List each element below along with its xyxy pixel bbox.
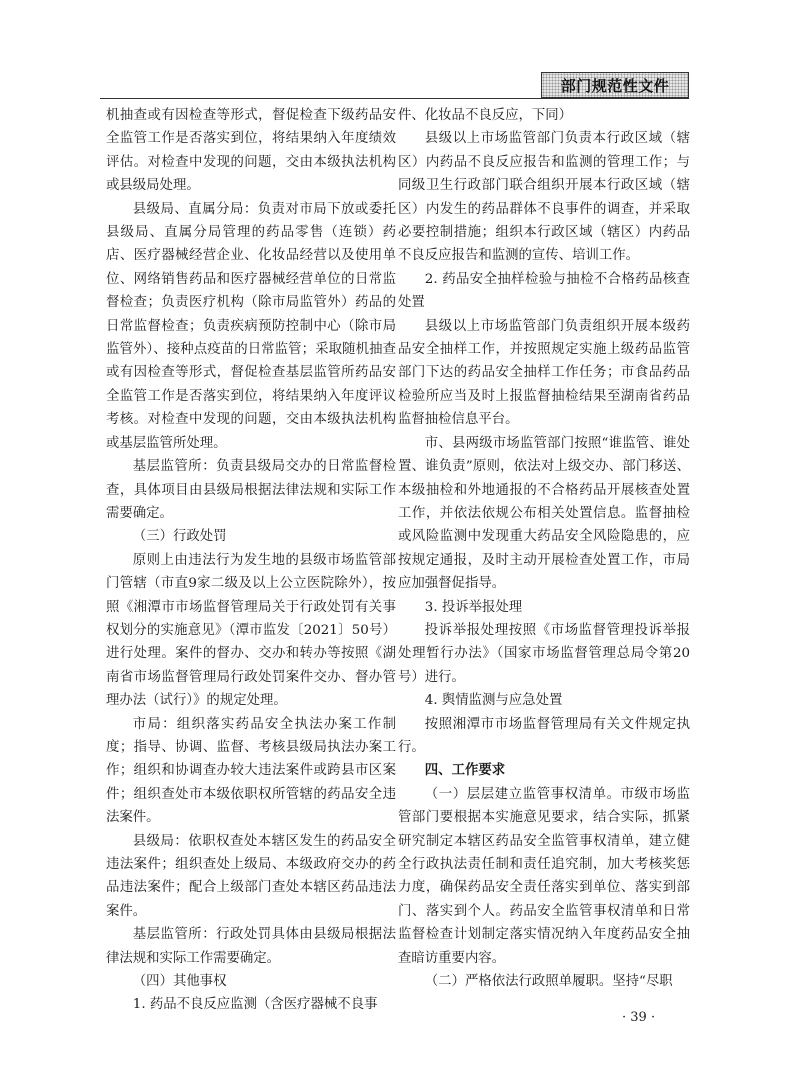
- paragraph: 基层监管所：负责县级局交办的日常监督检查，具体项目由县级局根据法律法规和实际工作需要确定。: [106, 459, 396, 521]
- paragraph: 1. 药品不良反应监测（含医疗器械不良事: [132, 997, 378, 1013]
- paragraph: （二）严格依法行政照单履职。坚持“尽职: [424, 974, 673, 990]
- paragraph: 机抽查或有因检查等形式，督促检查下级药品安全监管工作是否落实到位，将结果纳入年度绩效评估。对检查中发现的问题，交由本级执法机构或县级局处理。: [106, 108, 396, 194]
- paragraph: 3. 投诉举报处理: [424, 599, 523, 615]
- paragraph: 县级局、直属分局：负责对市局下放或委托县级局、直属分局管理的药品零售（连锁）药店、医疗器械经营企业、化妆品经营以及使用单位、网络销售药品和医疗器械经营单位的日常监督检查；负责医疗机构（除市局监管外）药品的日常监督检查；负责疾病预防控制中心（除市局监管外）、接种点疫苗的日常监管；采取随机抽查或有因检查等形式，督促检查基层监管所药品安全监管工作是否落实到位，将结果纳入年度评议考核。对检查中发现的问题，交由本级执法机构或基层监管所处理。: [106, 201, 396, 451]
- paragraph: 按照湘潭市市场监督管理局有关文件规定执行。: [398, 716, 690, 755]
- header-rule: [100, 98, 689, 99]
- paragraph: 市局：组织落实药品安全执法办案工作制度；指导、协调、监督、考核县级局执法办案工作；组织和协调查办较大违法案件或跨县市区案件；组织查处市本级依职权所管辖的药品安全违法案件。: [106, 716, 396, 826]
- paragraph: 原则上由违法行为发生地的县级市场监管部门管辖（市直9家二级及以上公立医院除外），按照《湘潭市市场监督管理局关于行政处罚有关事权划分的实施意见》（潭市监发〔2021〕50号）进行处理。案件的督办、交办和转办等按照《湖南省市场监督管理局行政处罚案件交办、督办管理办法（试行）》的规定处理。: [106, 552, 396, 709]
- paragraph: 基层监管所：行政处罚具体由县级局根据法律法规和实际工作需要确定。: [106, 927, 396, 966]
- paragraph: 县级以上市场监管部门负责本行政区域（辖区）内药品不良反应报告和监测的管理工作；与同级卫生行政部门联合组织开展本行政区域（辖区）内发生的药品群体不良事件的调查，并采取必要控制措施；组织本行政区域（辖区）内药品不良反应报告和监测的宣传、培训工作。: [398, 131, 690, 264]
- page-number: · 39 ·: [622, 1010, 656, 1025]
- paragraph: 2. 药品安全抽样检验与抽检不合格药品核查处置: [398, 271, 690, 311]
- paragraph: 县级局：依职权查处本辖区发生的药品安全违法案件；组织查处上级局、本级政府交办的药品违法案件；配合上级部门查处本辖区药品违法案件。: [106, 833, 396, 919]
- paragraph: 四、工作要求: [424, 762, 506, 779]
- paragraph: 件、化妆品不良反应，下同）: [398, 108, 573, 123]
- paragraph: （四）其他事权: [132, 974, 227, 990]
- paragraph: 投诉举报处理按照《市场监督管理投诉举报处理暂行办法》（国家市场监督管理总局令第20号）进行。: [398, 622, 690, 685]
- paragraph: 4. 舆情监测与应急处置: [424, 693, 563, 709]
- paragraph: 市、县两级市场监管部门按照“谁监管、谁处置、谁负责”原则，依法对上级交办、部门移送、本级抽检和外地通报的不合格药品开展核查处置工作，并依法依规公布相关处置信息。监督抽检或风险监测中发现重大药品安全风险隐患的，应按规定通报，及时主动开展检查处置工作，市局应加强督促指导。: [398, 435, 690, 592]
- paragraph: （三）行政处罚: [132, 529, 227, 545]
- left-column: [106, 104, 396, 1017]
- section-title-tab: 部门规范性文件: [541, 72, 689, 98]
- right-column: [398, 104, 690, 993]
- paragraph: 县级以上市场监管部门负责组织开展本级药品安全抽样工作，并按照规定实施上级药品监管部门下达的药品安全抽样工作任务；市食品药品检验所应当及时上报监督抽检结果至湖南省药品监督抽检信息平台。: [398, 318, 690, 428]
- paragraph: （一）层层建立监管事权清单。市级市场监管部门要根据本实施意见要求，结合实际，抓紧研究制定本辖区药品安全监管事权清单，建立健全行政执法责任制和责任追究制，加大考核奖惩力度，确保药品安全责任落实到单位、落实到部门、落实到个人。药品安全监管事权清单和日常监督检查计划制定落实情况纳入年度药品安全抽查暗访重要内容。: [398, 786, 690, 966]
